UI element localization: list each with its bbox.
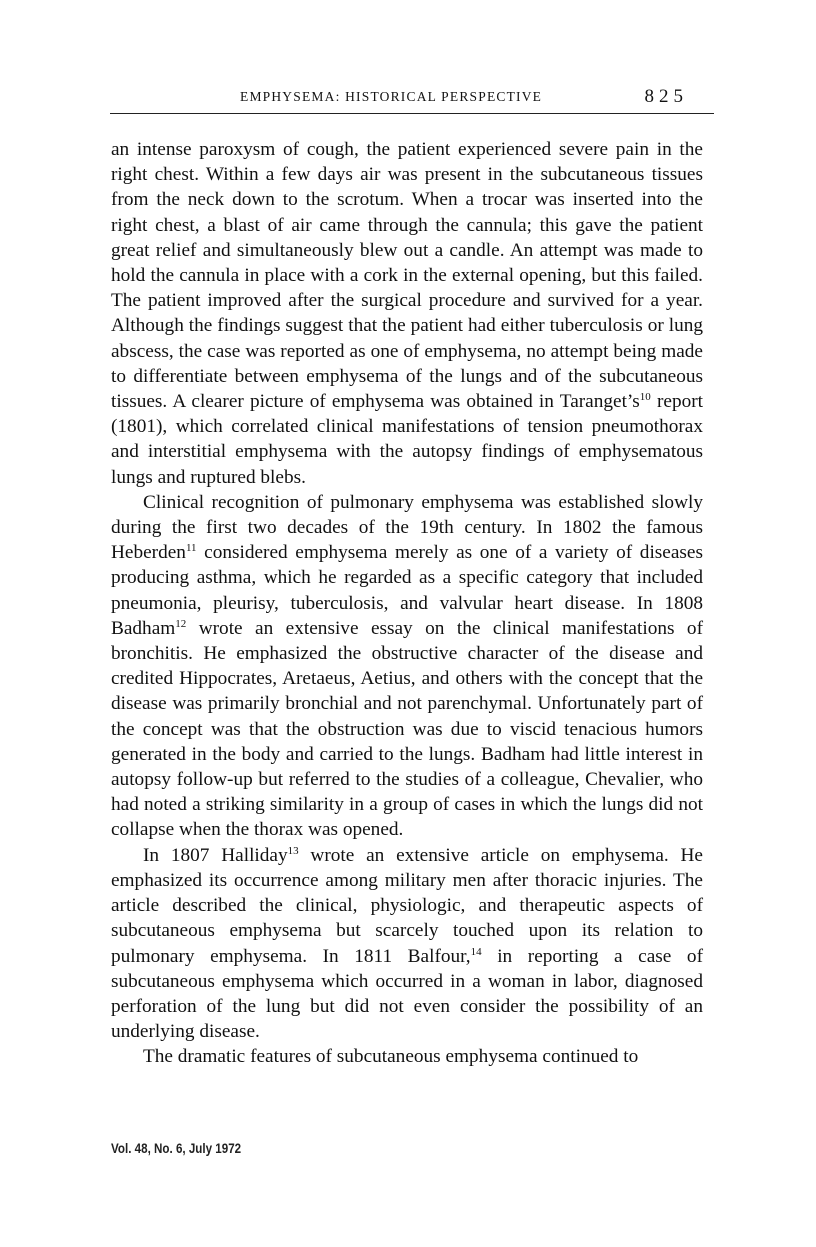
text-run: Clinical recognition of pulmonary emphysema was established slowly during the first two decades of the 19th century. In 1802 the famous Heberden [111, 491, 703, 564]
running-head [110, 88, 710, 110]
header-rule [110, 113, 714, 114]
reference-number: 12 [175, 617, 187, 630]
reference-number: 13 [287, 844, 299, 857]
text-run: wrote an extensive essay on the clinical manifestations of bronchitis. He emphasized the obstructive character of the disease and credited Hippocrates, Aretaeus, Aetius, and others with the concept that the disease was primarily bronchial and not parenchymal. Unfortunately part of the concept was that the obstruction was due to viscid tenacious humors generated in the body and carried to the lungs. Badham had little interest in autopsy follow-up but referred to the studies of a colleague, Chevalier, who had noted a striking similarity in a group of cases in which the lungs did not collapse when the thorax was opened. [111, 617, 703, 841]
text-run: wrote an extensive article on emphysema. He emphasized its occurrence among military men after thoracic injuries. The article described the clinical, physiologic, and therapeutic aspects of subcutaneous emphysema but scarcely touched upon its relation to pulmonary emphysema. In 1811 Balfour, [111, 844, 703, 967]
paragraph [111, 1044, 703, 1069]
page-number: 825 [644, 86, 688, 107]
text-run: The dramatic features of subcutaneous emphysema continued to [143, 1046, 639, 1068]
reference-number: 11 [185, 542, 197, 555]
text-run: In 1807 Halliday [143, 844, 288, 866]
text-run: in reporting a case of subcutaneous emphysema which occurred in a woman in labor, diagnosed perforation of the lung but did not even consider the possibility of an underlying disease. [111, 945, 703, 1043]
paragraph [111, 490, 703, 843]
paragraph [111, 843, 703, 1045]
running-head-title: EMPHYSEMA: HISTORICAL PERSPECTIVE [240, 89, 543, 104]
text-run: an intense paroxysm of cough, the patient experienced severe pain in the right chest. Within a few days air was present in the subcutaneous tissues from the neck down to the scrotum. When a trocar was inserted into the right chest, a blast of air came through the cannula; this gave the patient great relief and simultaneously blew out a candle. An attempt was made to hold the cannula in place with a cork in the external opening, but this failed. The patient improved after the surgical procedure and survived for a year. Although the findings suggest that the patient had either tuberculosis or lung abscess, the case was reported as one of emphysema, no attempt being made to differentiate between emphysema of the lungs and of the subcutaneous tissues. A clearer picture of emphysema was obtained in Taranget’s [111, 139, 703, 413]
article-body [111, 137, 703, 1070]
text-run: considered emphysema merely as one of a variety of diseases producing asthma, which he regarded as a specific category that included pneumonia, pleurisy, tuberculosis, and valvular heart disease. In 1808 Badham [111, 542, 703, 639]
paragraph [111, 137, 703, 490]
text-run: report (1801), which correlated clinical manifestations of tension pneumothorax and interstitial emphysema with the autopsy findings of emphysematous lungs and ruptured blebs. [111, 391, 704, 488]
reference-number: 14 [470, 945, 482, 958]
reference-number: 10 [639, 391, 651, 404]
journal-footer: Vol. 48, No. 6, July 1972 [111, 1141, 242, 1156]
